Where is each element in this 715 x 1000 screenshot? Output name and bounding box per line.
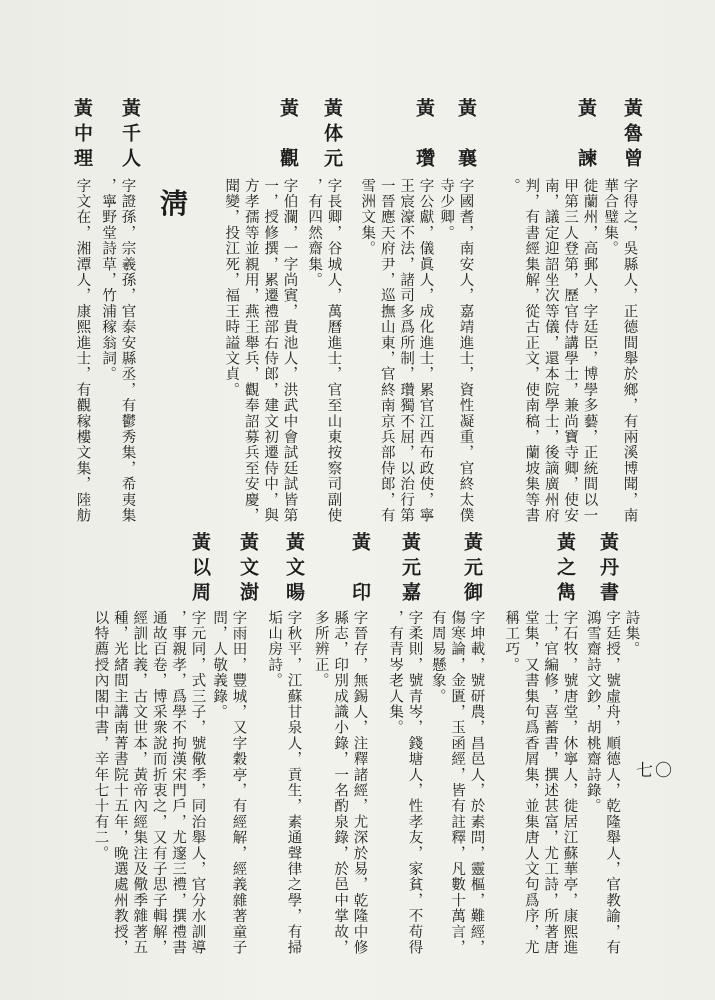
entry-name: 黃文暘 — [283, 532, 305, 607]
entry-name: 黃 瓚 — [413, 98, 435, 173]
entry-text: 雪洲文集。 — [359, 178, 376, 257]
entry-text: 判，有書經集解，從古正文，使南稿，蘭坡集等書 — [523, 178, 540, 524]
entry-name: 黃丹書 — [597, 532, 619, 607]
entry-text: 堂集，又書集句爲香屑集，並集唐人文句爲序，尤 — [522, 610, 539, 956]
entry-text: 字伯瀾，一字尚賓，貴池人，洪武中會試廷試皆第 — [281, 178, 298, 524]
entry-text: 多所辨正。 — [312, 610, 329, 689]
entry-text: 聞變，投江死，福王時謚文貞。 — [223, 178, 240, 398]
entry-text: 字秋平，江蘇甘泉人，貢生，素通聲律之學，有掃 — [285, 610, 302, 956]
entry-text: 寺少卿。 — [438, 178, 455, 241]
entry-text: 字晉存，無錫人，注釋諸經，尤深於易，乾隆中修 — [351, 610, 368, 956]
entry-text: 經訓比義，古文世本，黃帝內經集注及儆季雜著五 — [131, 610, 148, 956]
entry-name: 黃魯曾 — [621, 98, 643, 173]
entry-text: 鴻雪齋詩文鈔，胡桃齋詩錄。 — [584, 610, 601, 815]
entry-name: 黃 諫 — [575, 98, 597, 173]
entry-text: 字坤載，號研農，昌邑人，於素問，靈樞，難經， — [468, 610, 485, 956]
entry-text: ，事親孝，爲學不拘漢宋門戶，尤邃三禮，撰禮書 — [170, 610, 187, 956]
entry-text: 通故百卷，博采衆說而折衷之，又有子思子輯解， — [150, 610, 167, 956]
entry-text: 字得之，吳縣人，正德間舉於鄉，有兩溪博聞，南 — [621, 178, 638, 524]
entry-text: 種，光緒間主講南菁書院十五年，晚選處州教授， — [111, 610, 128, 956]
entry-text: 垢山房詩。 — [266, 610, 283, 689]
entry-text: 甲第三人登第，歷官侍講學士，兼尚寶寺卿，使安 — [562, 178, 579, 524]
entry-text: 傷寒論，金匱，玉函經，皆有註釋，凡數十萬言， — [449, 610, 466, 956]
entry-name: 黃体元 — [321, 98, 343, 173]
entry-text: 徙蘭州，高郵人，字廷臣，博學多藝，正統間以一 — [581, 178, 598, 524]
entry-text: 字柔則，號青岑，錢塘人，性孝友，家貧，不苟得 — [406, 610, 423, 956]
entry-text: ，有四然齋集。 — [306, 178, 323, 288]
entry-name: 黃 印 — [349, 532, 371, 607]
entry-name: 黃元御 — [461, 532, 483, 607]
entry-text: 字長卿，谷城人，萬曆進士，官至山東按察司副使 — [325, 178, 342, 524]
entry-text: 字雨田，豐城，又字穀亭，有經解，經義雜著童子 — [230, 610, 247, 956]
entry-name: 黃以周 — [189, 532, 211, 607]
entry-text: 問，人敬義錄。 — [211, 610, 228, 720]
entry-name: 黃 襄 — [455, 98, 477, 173]
entry-name: 黃千人 — [119, 98, 141, 173]
entry-text: 以特薦授內閣中書，辛年七十有二。 — [92, 610, 109, 862]
entry-text: 字公獻，儀眞人，成化進士，累官江西布政使，寧 — [417, 178, 434, 524]
entry-text: 詩集。 — [623, 610, 640, 658]
entry-text: ，有青岑老人集。 — [387, 610, 404, 736]
entry-text: ，寧野堂詩草，竹浦稼翁詞。 — [100, 178, 117, 383]
entry-text: 一，授修撰，累遷禮部右侍郎，建文初遷侍中，與 — [262, 178, 279, 524]
entry-text: 字國耆，南安人，嘉靖進士，資性凝重，官終太僕 — [457, 178, 474, 524]
section-title-qing: 淸 — [160, 187, 189, 220]
entry-text: 華合璧集。 — [602, 178, 619, 257]
entry-text: 縣志，印別成識小錄，一名酌泉錄，於邑中掌故， — [332, 610, 349, 956]
entry-text: 方孝孺等並親用，燕王舉兵，觀奉詔募兵至安慶， — [242, 178, 259, 524]
entry-text: 字石牧，號唐堂，休寧人，徙居江蘇華亭，康熙進 — [561, 610, 578, 956]
entry-text: 南，議定迎詔坐次等儀，還本院學士，後謫廣州府 — [542, 178, 559, 524]
entry-text: 一晉應天府尹，巡撫山東，官終南京兵部侍郎，有 — [378, 178, 395, 524]
entry-text: 字證孫，宗羲孫，官泰安縣丞，有鬱秀集，希夷集 — [119, 178, 136, 524]
entry-text: 字文在，湘潭人，康熙進士，有觀稼樓文集，陸舫 — [74, 178, 91, 524]
entry-name: 黃之雋 — [554, 532, 576, 607]
page-number: 七〇 — [636, 761, 674, 781]
entry-name: 黃中理 — [71, 98, 93, 173]
entry-text: 字廷授，號虛舟，順德人，乾隆舉人，官教諭，有 — [604, 610, 621, 956]
entry-name: 黃文澍 — [237, 532, 259, 607]
entry-text: 稱工巧。 — [503, 610, 520, 673]
entry-text: 字元同，式三子，號儆季，同治舉人，官分水訓導 — [189, 610, 206, 956]
entry-text: 王宸濠不法，諸司多爲所制，瓚獨不屈，以治行第 — [398, 178, 415, 524]
entry-text: 有周易懸象。 — [429, 610, 446, 705]
entry-name: 黃 觀 — [277, 98, 299, 173]
entry-name: 黃元嘉 — [399, 532, 421, 607]
entry-text: 士，官編修，喜蓄書，撰述甚富，尤工詩，所著唐 — [542, 610, 559, 956]
entry-text: 。 — [503, 178, 520, 194]
